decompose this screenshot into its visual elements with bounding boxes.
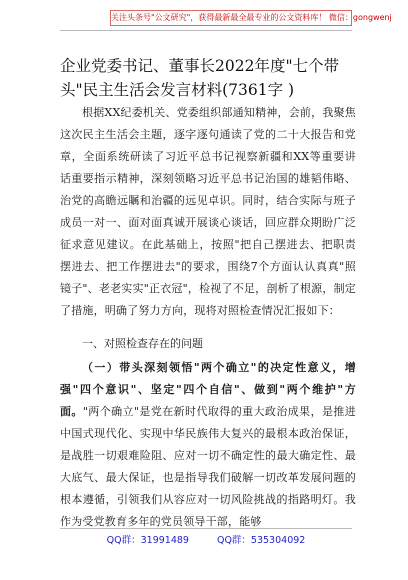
intro-section — [60, 102, 356, 322]
subsection-one — [60, 357, 356, 533]
header-rule — [60, 30, 352, 31]
footer-qq-group-1: QQ群：31991489 — [106, 535, 189, 546]
footer — [60, 532, 352, 546]
document-title: 企业党委书记、董事长2022年度"七个带头"民主生活会发言材料(7361字 ) — [60, 57, 340, 99]
intro-paragraph: 根据XX纪委机关、党委组织部通知精神，会前，我聚焦这次民主生活会主题，逐字逐句通读了党的二十大报告和党章，全面系统研读了习近平总书记视察新疆和XX等重要讲话重要指示精神，深刻领略习近平总书记治国的雄韬伟略、治党的高瞻远瞩和治疆的远见卓识。同时，结合实际与班子成员一对一、面对面真诚开展谈心谈话，回应群众期盼广泛征求意见建议。在此基础上，按照"把自己摆进去、把职责摆进去、把工作摆进去"的要求，围绕7个方面认认真真"照镜子"、老老实实"正衣冠"，检视了不足，剖析了根源，制定了措施，明确了努力方向，现将对照检查情况汇报如下： — [60, 106, 356, 317]
section-heading: 一、对照检查存在的问题 — [82, 337, 203, 350]
subsection-paragraph — [60, 357, 356, 533]
subsection-heading: （一）带头深刻领悟"两个确立"的决定性意义，增强"四个意识"、坚定"四个自信"、做到"两个维护"方面。 — [60, 361, 356, 418]
subsection-body: "两个确立"是党在新时代取得的重大政治成果，是推进中国式现代化、实现中华民族伟大复兴的最根本政治保证，是战胜一切艰难险阻、应对一切不确定性的最大确定性、最大底气、最大保证，也是指导我们破解一切改革发展问题的根本遵循，引领我们从容应对一切风险挑战的指路明灯。我作为受党教育多年的党员领导干部，能够 — [60, 405, 356, 528]
top-banner: 关注头条号"公文研究"，获得最新最全最专业的公文资料库！ 微信：gongwenj — [110, 10, 352, 26]
footer-rule — [60, 528, 352, 529]
footer-qq-group-2: QQ群：535304092 — [216, 535, 306, 546]
